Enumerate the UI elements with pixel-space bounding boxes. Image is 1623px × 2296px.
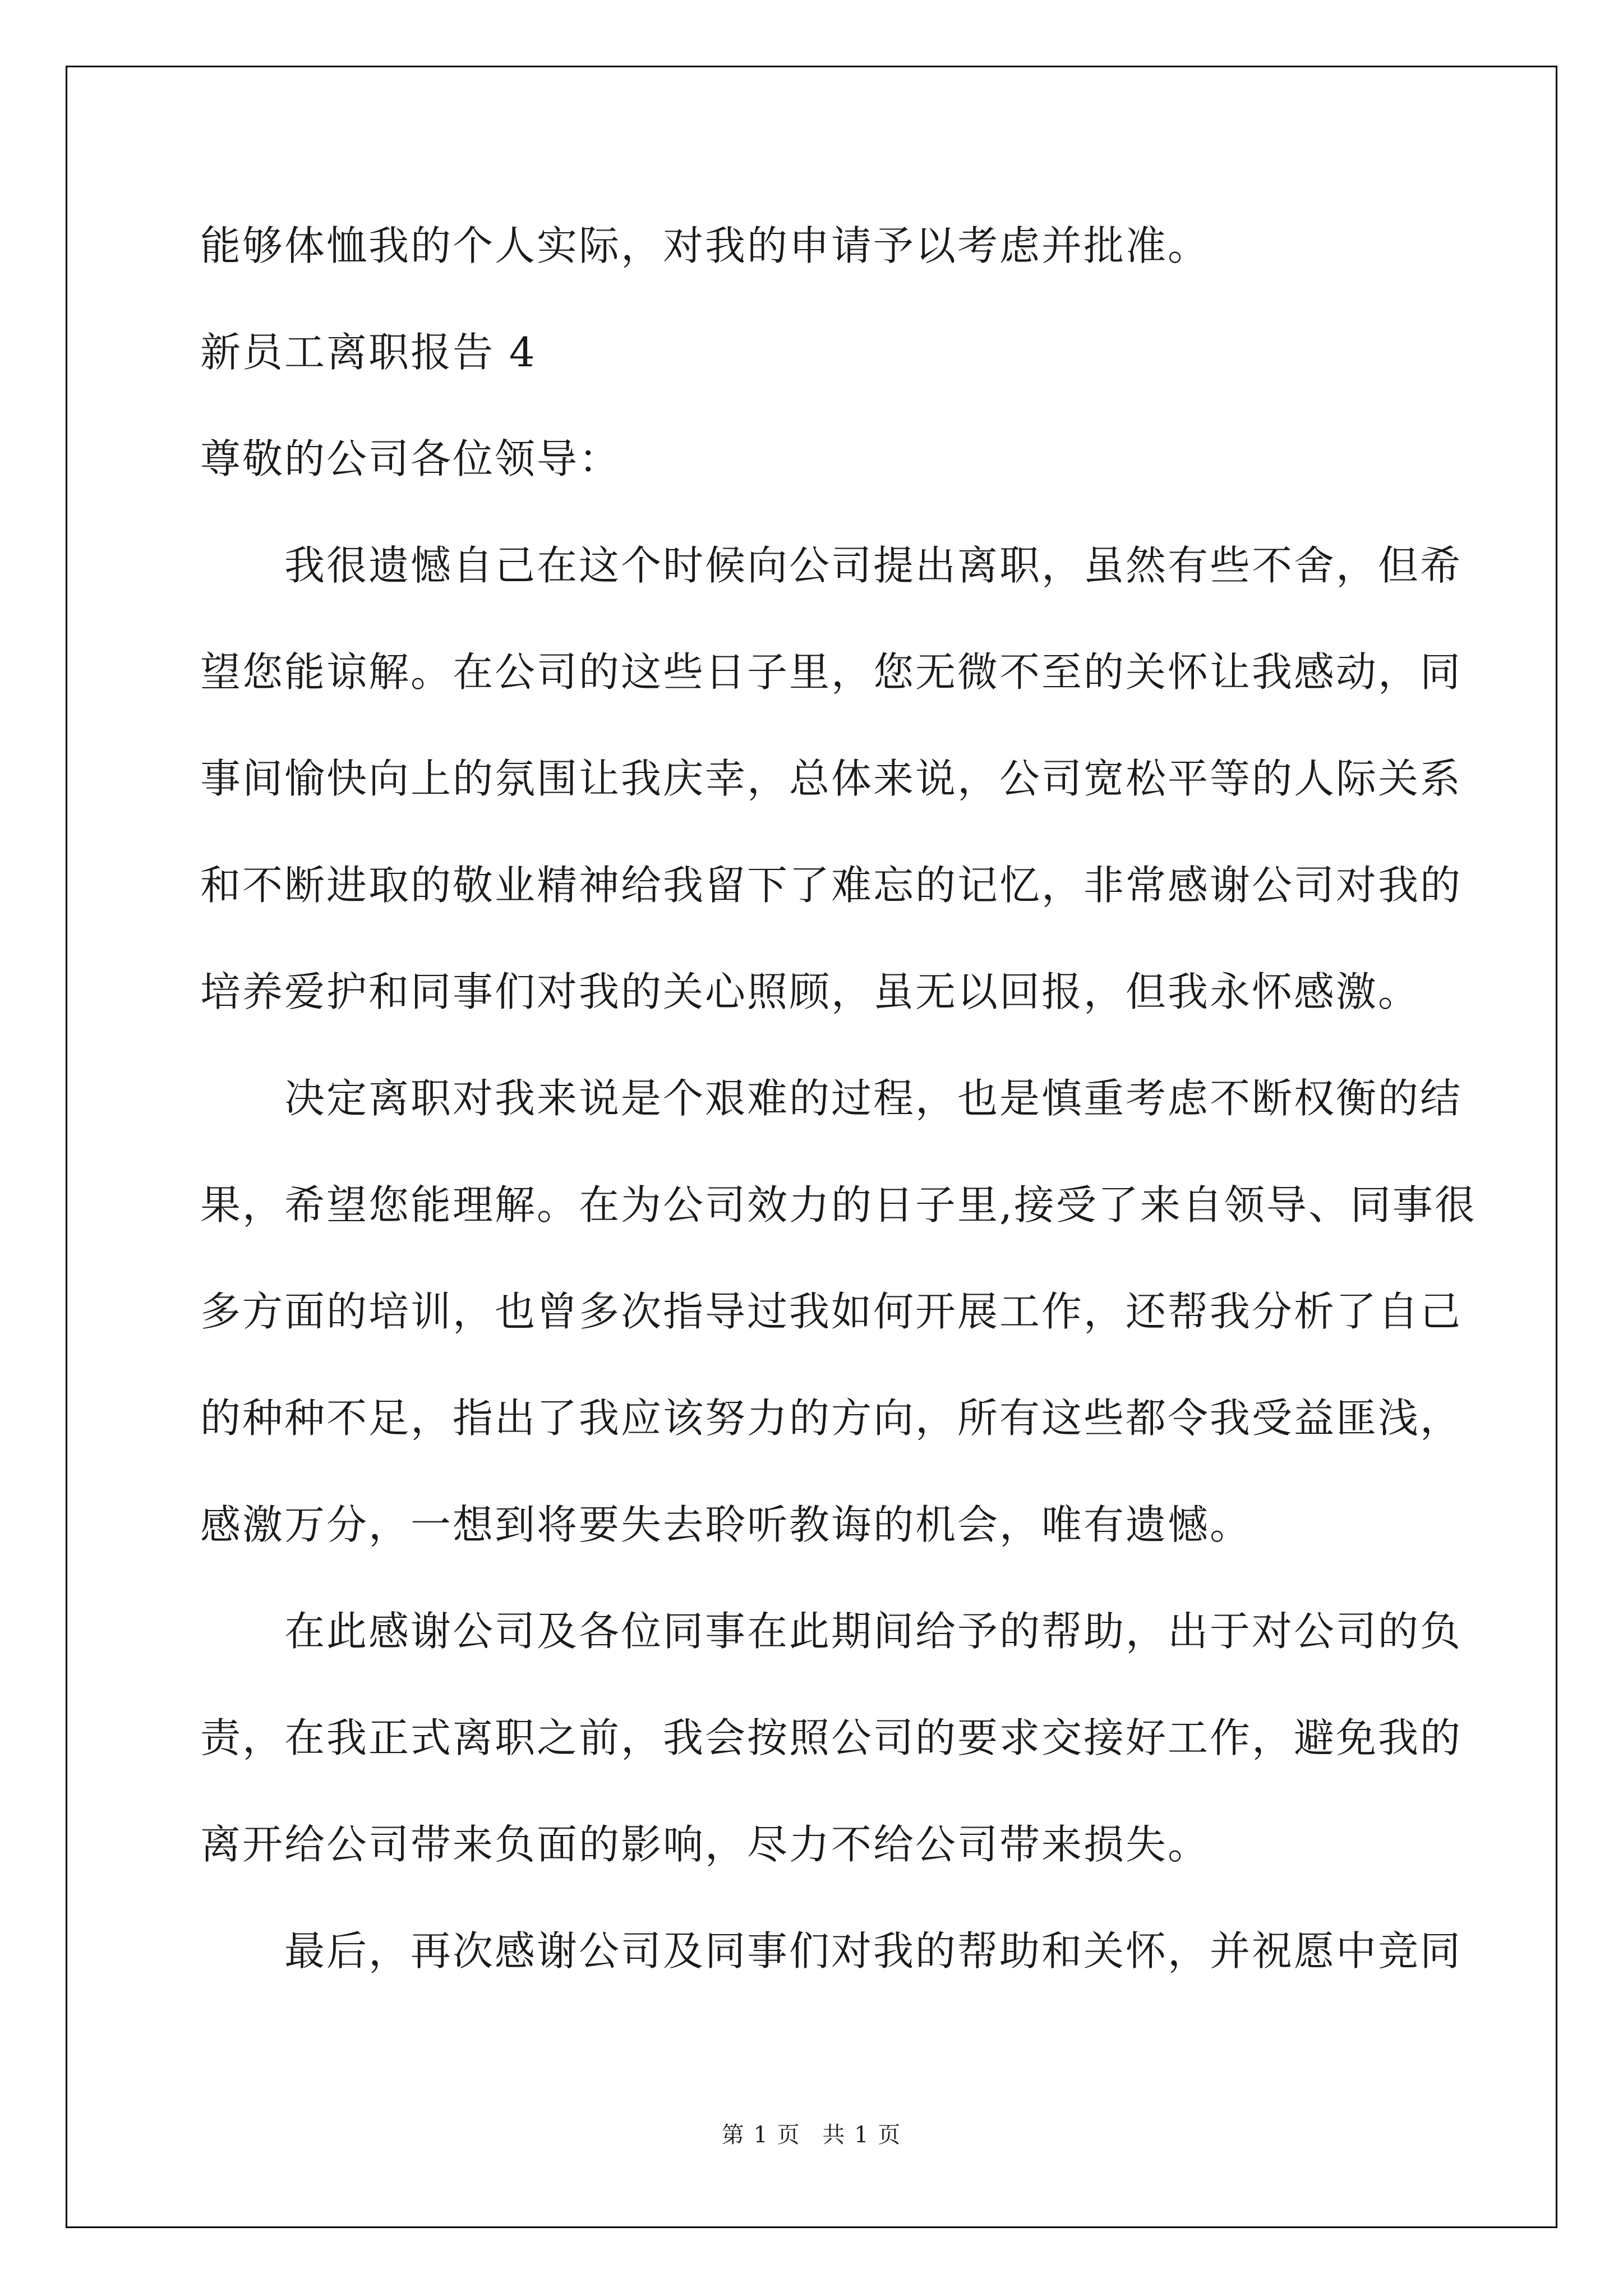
- body-line: 的种种不足，指出了我应该努力的方向，所有这些都令我受益匪浅，: [200, 1395, 1463, 1442]
- page-footer: [0, 2120, 1623, 2150]
- body-line: 果，希望您能理解。在为公司效力的日子里,接受了来自领导、同事很: [200, 1181, 1477, 1228]
- body-line: 望您能谅解。在公司的这些日子里，您无微不至的关怀让我感动，同: [200, 648, 1463, 696]
- body-line: 培养爱护和同事们对我的关心照顾，虽无以回报，但我永怀感激。: [200, 968, 1421, 1015]
- body-line: 最后，再次感谢公司及同事们对我的帮助和关怀，并祝愿中竞同: [284, 1927, 1463, 1975]
- section-title: 新员工离职报告 4: [200, 329, 537, 376]
- salutation: 尊敬的公司各位领导：: [200, 435, 621, 482]
- body-line: 感激万分，一想到将要失去聆听教诲的机会，唯有遗憾。: [200, 1501, 1252, 1548]
- page-border: [66, 66, 1557, 2228]
- body-line: 离开给公司带来负面的影响，尽力不给公司带来损失。: [200, 1821, 1210, 1868]
- body-line: 决定离职对我来说是个艰难的过程，也是慎重考虑不断权衡的结: [284, 1075, 1463, 1122]
- body-line: 多方面的培训，也曾多次指导过我如何开展工作，还帮我分析了自己: [200, 1288, 1463, 1335]
- body-line: 事间愉快向上的氛围让我庆幸，总体来说，公司宽松平等的人际关系: [200, 755, 1463, 802]
- body-line: 和不断进取的敬业精神给我留下了难忘的记忆，非常感谢公司对我的: [200, 862, 1463, 909]
- body-line: 责，在我正式离职之前，我会按照公司的要求交接好工作，避免我的: [200, 1714, 1463, 1761]
- page-total: 共 1 页: [822, 2122, 902, 2148]
- body-line: 我很遗憾自己在这个时候向公司提出离职，虽然有些不舍，但希: [284, 542, 1463, 589]
- page-number: 第 1 页: [721, 2122, 801, 2148]
- body-line: 能够体恤我的个人实际，对我的申请予以考虑并批准。: [200, 222, 1210, 269]
- body-line: 在此感谢公司及各位同事在此期间给予的帮助，出于对公司的负: [284, 1608, 1463, 1655]
